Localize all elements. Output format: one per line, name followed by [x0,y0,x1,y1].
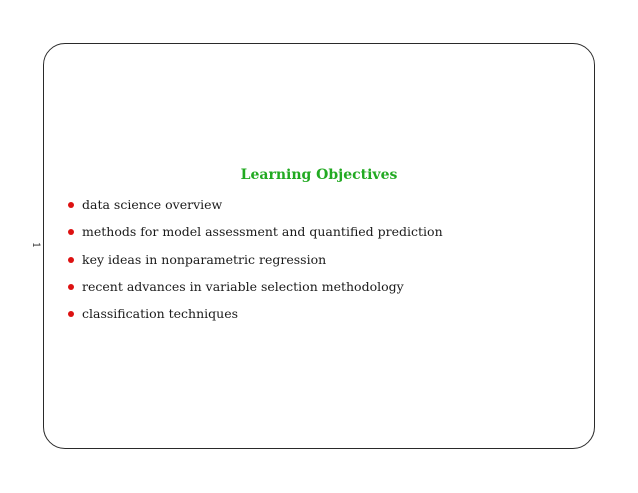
objectives-list [66,195,443,331]
list-item [66,277,443,304]
objective-text: classification techniques [82,306,239,322]
bullet-icon [68,257,74,263]
objective-text: recent advances in variable selection methodology [82,278,404,294]
list-item [66,195,443,222]
bullet-icon [68,229,74,235]
slide-title: Learning Objectives [240,167,398,183]
list-item [66,304,443,331]
list-item [66,222,443,249]
objective-text: data science overview [82,197,223,212]
objective-text: key ideas in nonparametric regression [82,251,327,267]
page-number: 1 [30,241,41,249]
objective-text: methods for model assessment and quantified prediction [82,224,443,240]
bullet-icon [68,284,74,290]
bullet-icon [68,311,74,317]
list-item [66,250,443,277]
bullet-icon [68,202,74,208]
